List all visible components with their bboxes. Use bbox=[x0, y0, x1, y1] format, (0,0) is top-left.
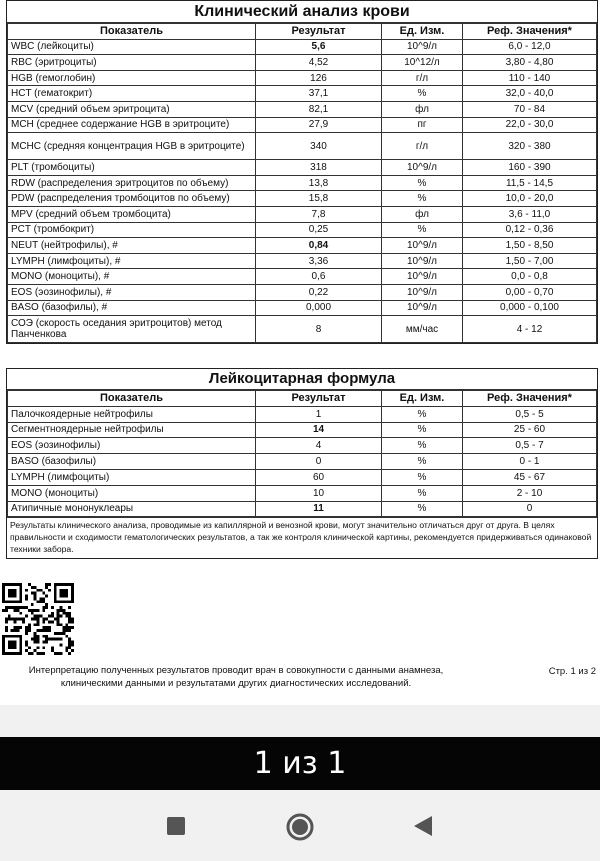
result-cell: 0,000 bbox=[256, 300, 382, 316]
result-cell: 0,22 bbox=[256, 284, 382, 300]
unit-cell: % bbox=[382, 191, 463, 207]
table-row bbox=[8, 238, 597, 254]
indicator-cell: MCV (средний объем эритроцита) bbox=[8, 101, 256, 117]
unit-cell: 10^12/л bbox=[382, 55, 463, 71]
indicator-cell: MONO (моноциты), # bbox=[8, 269, 256, 285]
header-reference: Реф. Значения* bbox=[463, 24, 597, 40]
indicator-cell: LYMPH (лимфоциты) bbox=[8, 469, 256, 485]
table-row bbox=[8, 485, 597, 501]
indicator-cell: MONO (моноциты) bbox=[8, 485, 256, 501]
interpretation-note: Интерпретацию полученных результатов проводит врач в совокупности с данными анамнеза, клиническими данными и результатами других диагностических исследований. bbox=[28, 665, 444, 689]
unit-cell: % bbox=[382, 406, 463, 422]
reference-cell: 0,00 - 0,70 bbox=[463, 284, 597, 300]
leukocyte-formula-table bbox=[6, 368, 598, 559]
table-row bbox=[8, 191, 597, 207]
triangle-back-icon[interactable] bbox=[413, 815, 433, 837]
unit-cell: г/л bbox=[382, 133, 463, 160]
header-unit: Ед. Изм. bbox=[382, 24, 463, 40]
circle-icon[interactable] bbox=[285, 812, 315, 842]
indicator-cell: Атипичные мононуклеары bbox=[8, 501, 256, 517]
result-cell: 15,8 bbox=[256, 191, 382, 207]
result-cell: 318 bbox=[256, 160, 382, 176]
result-cell: 5,6 bbox=[256, 39, 382, 55]
indicator-cell: LYMPH (лимфоциты), # bbox=[8, 253, 256, 269]
unit-cell: 10^9/л bbox=[382, 238, 463, 254]
android-nav-bar bbox=[0, 790, 600, 861]
table-row bbox=[8, 55, 597, 71]
page-number: Стр. 1 из 2 bbox=[548, 666, 596, 677]
reference-cell: 0 bbox=[463, 501, 597, 517]
result-cell: 82,1 bbox=[256, 101, 382, 117]
indicator-cell: MCH (среднее содержание HGB в эритроците) bbox=[8, 117, 256, 133]
unit-cell: 10^9/л bbox=[382, 284, 463, 300]
table-row bbox=[8, 422, 597, 438]
indicator-cell: HGB (гемоглобин) bbox=[8, 70, 256, 86]
unit-cell: % bbox=[382, 454, 463, 470]
reference-cell: 22,0 - 30,0 bbox=[463, 117, 597, 133]
unit-cell: % bbox=[382, 86, 463, 102]
table-row bbox=[8, 300, 597, 316]
header-result: Результат bbox=[256, 24, 382, 40]
result-cell: 14 bbox=[256, 422, 382, 438]
result-cell: 11 bbox=[256, 501, 382, 517]
reference-cell: 70 - 84 bbox=[463, 101, 597, 117]
reference-cell: 3,80 - 4,80 bbox=[463, 55, 597, 71]
table-row bbox=[8, 316, 597, 343]
unit-cell: 10^9/л bbox=[382, 253, 463, 269]
table-row bbox=[8, 160, 597, 176]
page-indicator: 1 из 1 bbox=[253, 746, 347, 781]
unit-cell: % bbox=[382, 438, 463, 454]
table-row bbox=[8, 438, 597, 454]
header-reference: Реф. Значения* bbox=[463, 391, 597, 407]
reference-cell: 0 - 1 bbox=[463, 454, 597, 470]
result-cell: 27,9 bbox=[256, 117, 382, 133]
result-cell: 60 bbox=[256, 469, 382, 485]
header-result: Результат bbox=[256, 391, 382, 407]
table-row bbox=[8, 454, 597, 470]
result-cell: 1 bbox=[256, 406, 382, 422]
indicator-cell: EOS (эозинофилы) bbox=[8, 438, 256, 454]
header-indicator: Показатель bbox=[8, 391, 256, 407]
table-row bbox=[8, 70, 597, 86]
unit-cell: пг bbox=[382, 117, 463, 133]
indicator-cell: BASO (базофилы) bbox=[8, 454, 256, 470]
table-row bbox=[8, 269, 597, 285]
indicator-cell: MPV (средний объем тромбоцита) bbox=[8, 206, 256, 222]
table-title: Лейкоцитарная формула bbox=[7, 369, 597, 390]
table-row bbox=[8, 284, 597, 300]
page-indicator-bar bbox=[0, 737, 600, 790]
indicator-cell: Палочкоядерные нейтрофилы bbox=[8, 406, 256, 422]
reference-cell: 1,50 - 8,50 bbox=[463, 238, 597, 254]
unit-cell: % bbox=[382, 485, 463, 501]
reference-cell: 160 - 390 bbox=[463, 160, 597, 176]
indicator-cell: NEUT (нейтрофилы), # bbox=[8, 238, 256, 254]
table-row bbox=[8, 222, 597, 238]
indicator-cell: HCT (гематокрит) bbox=[8, 86, 256, 102]
unit-cell: % bbox=[382, 422, 463, 438]
reference-cell: 3,6 - 11,0 bbox=[463, 206, 597, 222]
reference-cell: 0,000 - 0,100 bbox=[463, 300, 597, 316]
indicator-cell: СОЭ (скорость оседания эритроцитов) метод Панченкова bbox=[8, 316, 256, 343]
reference-cell: 0,0 - 0,8 bbox=[463, 269, 597, 285]
unit-cell: % bbox=[382, 222, 463, 238]
qr-code-icon bbox=[2, 583, 74, 655]
indicator-cell: PDW (распределения тромбоцитов по объему) bbox=[8, 191, 256, 207]
reference-cell: 0,5 - 7 bbox=[463, 438, 597, 454]
result-cell: 4,52 bbox=[256, 55, 382, 71]
header-indicator: Показатель bbox=[8, 24, 256, 40]
unit-cell: 10^9/л bbox=[382, 160, 463, 176]
indicator-cell: PCT (тромбокрит) bbox=[8, 222, 256, 238]
table-row bbox=[8, 86, 597, 102]
reference-cell: 320 - 380 bbox=[463, 133, 597, 160]
unit-cell: % bbox=[382, 469, 463, 485]
result-cell: 4 bbox=[256, 438, 382, 454]
table-row bbox=[8, 101, 597, 117]
unit-cell: % bbox=[382, 501, 463, 517]
reference-cell: 45 - 67 bbox=[463, 469, 597, 485]
unit-cell: 10^9/л bbox=[382, 300, 463, 316]
result-cell: 0,84 bbox=[256, 238, 382, 254]
unit-cell: 10^9/л bbox=[382, 269, 463, 285]
result-cell: 0 bbox=[256, 454, 382, 470]
table-row bbox=[8, 39, 597, 55]
header-unit: Ед. Изм. bbox=[382, 391, 463, 407]
reference-cell: 110 - 140 bbox=[463, 70, 597, 86]
table-row bbox=[8, 175, 597, 191]
table-row bbox=[8, 206, 597, 222]
result-cell: 0,6 bbox=[256, 269, 382, 285]
reference-cell: 6,0 - 12,0 bbox=[463, 39, 597, 55]
reference-cell: 10,0 - 20,0 bbox=[463, 191, 597, 207]
disclaimer-note: Результаты клинического анализа, проводимые из капиллярной и венозной крови, могут значительно отличаться друг от друга. В целях правильности и сходимости гематологических результатов, а так же контроля клинической картины, рекомендуется придерживаться одинаковой техники забора. bbox=[7, 517, 597, 558]
unit-cell: фл bbox=[382, 101, 463, 117]
table-title: Клинический анализ крови bbox=[7, 1, 597, 23]
indicator-cell: WBC (лейкоциты) bbox=[8, 39, 256, 55]
result-cell: 13,8 bbox=[256, 175, 382, 191]
result-cell: 126 bbox=[256, 70, 382, 86]
blood-analysis-table bbox=[6, 0, 598, 344]
result-cell: 8 bbox=[256, 316, 382, 343]
unit-cell: фл bbox=[382, 206, 463, 222]
reference-cell: 0,5 - 5 bbox=[463, 406, 597, 422]
result-cell: 0,25 bbox=[256, 222, 382, 238]
indicator-cell: RDW (распределения эритроцитов по объему) bbox=[8, 175, 256, 191]
result-cell: 7,8 bbox=[256, 206, 382, 222]
table-row bbox=[8, 253, 597, 269]
table-row bbox=[8, 469, 597, 485]
result-cell: 10 bbox=[256, 485, 382, 501]
indicator-cell: Сегментноядерные нейтрофилы bbox=[8, 422, 256, 438]
result-cell: 3,36 bbox=[256, 253, 382, 269]
reference-cell: 4 - 12 bbox=[463, 316, 597, 343]
unit-cell: мм/час bbox=[382, 316, 463, 343]
table-row bbox=[8, 133, 597, 160]
indicator-cell: PLT (тромбоциты) bbox=[8, 160, 256, 176]
unit-cell: 10^9/л bbox=[382, 39, 463, 55]
indicator-cell: MCHC (средняя концентрация HGB в эритроците) bbox=[8, 133, 256, 160]
square-icon[interactable] bbox=[166, 816, 186, 836]
reference-cell: 2 - 10 bbox=[463, 485, 597, 501]
reference-cell: 0,12 - 0,36 bbox=[463, 222, 597, 238]
reference-cell: 32,0 - 40,0 bbox=[463, 86, 597, 102]
table-row bbox=[8, 406, 597, 422]
reference-cell: 11,5 - 14,5 bbox=[463, 175, 597, 191]
reference-cell: 1,50 - 7,00 bbox=[463, 253, 597, 269]
unit-cell: % bbox=[382, 175, 463, 191]
reference-cell: 25 - 60 bbox=[463, 422, 597, 438]
indicator-cell: BASO (базофилы), # bbox=[8, 300, 256, 316]
result-cell: 340 bbox=[256, 133, 382, 160]
table-row bbox=[8, 501, 597, 517]
result-cell: 37,1 bbox=[256, 86, 382, 102]
indicator-cell: RBC (эритроциты) bbox=[8, 55, 256, 71]
table-row bbox=[8, 117, 597, 133]
indicator-cell: EOS (эозинофилы), # bbox=[8, 284, 256, 300]
unit-cell: г/л bbox=[382, 70, 463, 86]
